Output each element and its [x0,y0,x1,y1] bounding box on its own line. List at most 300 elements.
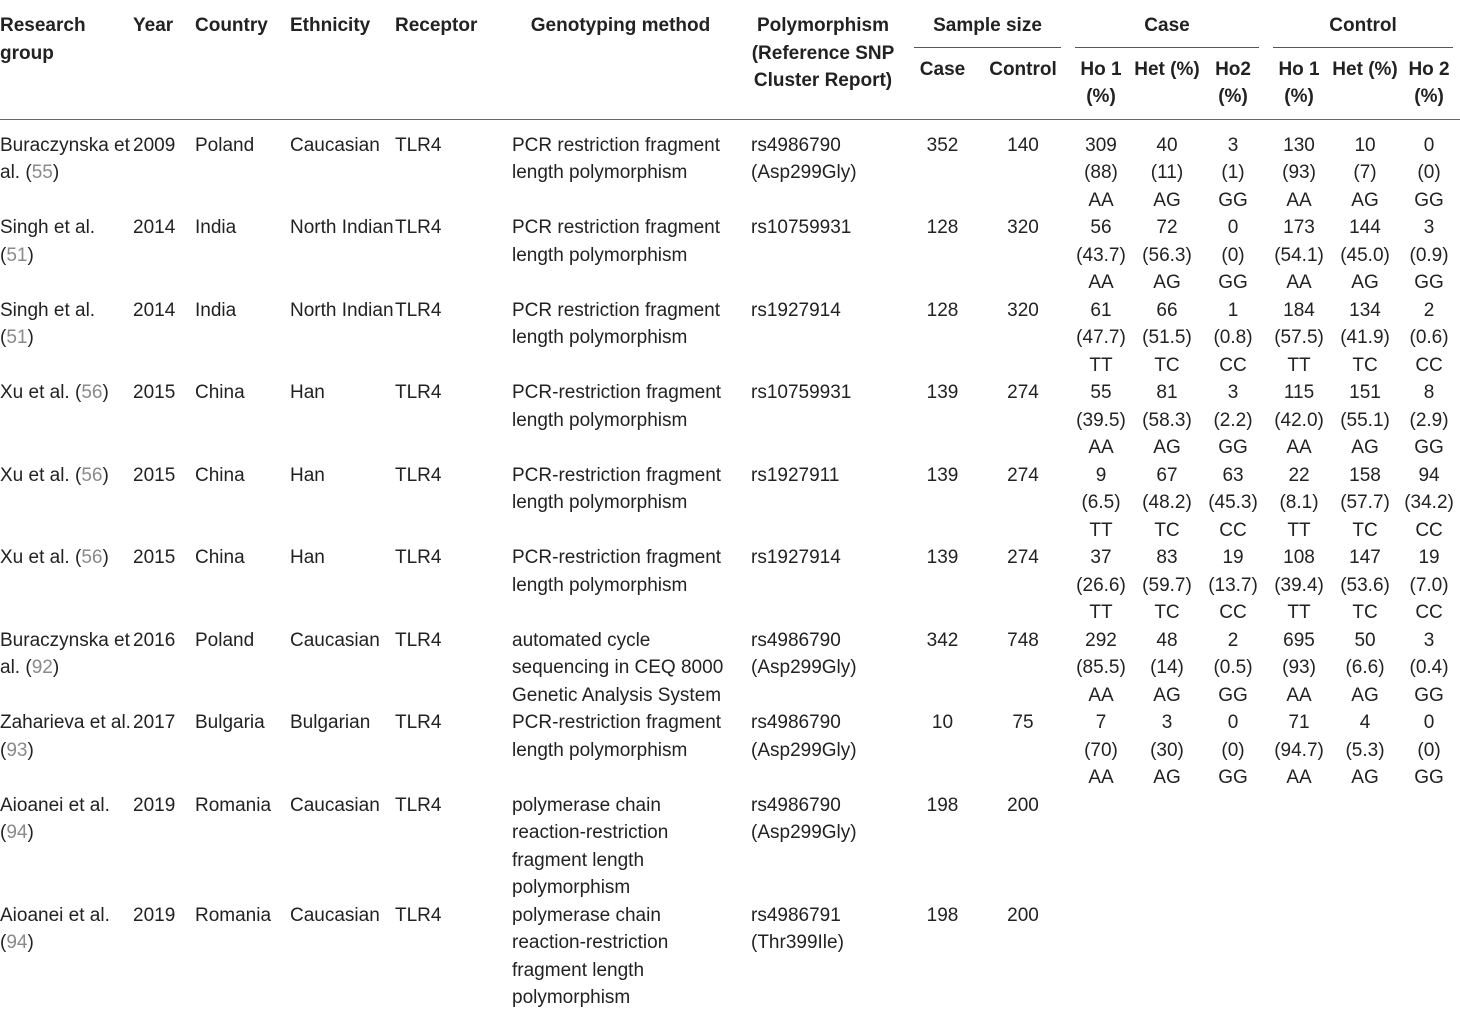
sample-control-cell: 320 [1007,299,1039,321]
genotype-count: 50 [1354,629,1376,651]
genotype-cell-c-ho1 [1068,119,1134,214]
reference-close-paren: ) [102,547,109,568]
genotype-label: AG [1351,272,1379,293]
genotype-count: 292 [1085,629,1117,651]
header-control-ho1: Ho 1 (%) [1278,58,1320,107]
genotype-count: 0 [1423,134,1435,156]
genotype-cell-c-ho1 [1068,544,1134,627]
reference-close-paren: ) [27,327,34,348]
sample-case-cell: 198 [926,904,959,926]
genotyping-method-cell: PCR-restriction fragment length polymorphism [512,547,722,596]
genotype-count: 184 [1283,299,1315,321]
genotype-percent: (0) [1221,739,1245,761]
genotyping-method-cell: PCR restriction fragment length polymorphism [512,134,721,183]
genotype-label: GG [1218,684,1248,706]
genotype-count: 134 [1349,299,1381,321]
genotype-percent: (0.6) [1409,327,1449,348]
genotype-label: GG [1218,272,1248,293]
sample-case-cell: 198 [926,794,959,816]
sample-control-cell: 274 [1007,547,1039,568]
genotype-count: 3 [1423,629,1435,651]
genotype-cell-c-ho1 [1068,709,1134,792]
receptor-cell: TLR4 [395,904,442,926]
reference-link[interactable]: 93 [6,739,28,761]
genotype-percent: (6.5) [1081,492,1121,513]
genotype-label: AG [1153,767,1181,788]
genotype-cell-k-ho2 [1398,709,1460,792]
genotype-cell-c-ho2 [1200,627,1266,710]
polymorphism-cell: rs1927914 [751,547,841,568]
table-row [0,379,1460,462]
genotype-count: 67 [1156,464,1178,486]
table-row [0,627,1460,710]
reference-close-paren: ) [102,464,109,486]
research-group-cell [0,297,133,380]
country-cell: Romania [195,794,272,816]
polymorphism-cell: rs4986790 (Asp299Gly) [751,712,857,761]
genotype-count: 173 [1283,217,1315,238]
header-control-group-label: Control [1273,12,1453,48]
genotype-percent: (47.7) [1076,327,1126,348]
genotype-cell-k-ho1 [1266,462,1332,545]
research-group-cell [0,214,133,297]
genotype-count: 66 [1156,299,1178,321]
genotype-percent: (43.7) [1076,244,1126,266]
genotype-percent: (55.1) [1340,409,1390,431]
genotype-label: AA [1286,437,1312,458]
reference-link[interactable]: 56 [81,464,103,486]
country-cell: Romania [195,904,272,926]
genotype-percent: (39.4) [1274,574,1324,596]
header-country: Country [195,15,268,36]
genotype-count: 10 [1354,134,1376,156]
research-group-cell [0,792,133,902]
reference-link[interactable]: 94 [6,822,28,843]
genotype-label: GG [1218,767,1248,788]
genotype-percent: (57.7) [1340,492,1390,513]
genotype-percent: (30) [1150,739,1184,761]
genotype-cell-c-ho2 [1200,214,1266,297]
genotype-cell-c-het [1134,119,1200,214]
research-group-text: Singh et al. ( [0,217,96,266]
ethnicity-cell: Caucasian [290,794,380,816]
polymorphism-cell: rs4986790 (Asp299Gly) [751,794,857,843]
genotype-cell-k-het [1332,709,1398,792]
research-group-text: Xu et al. ( [0,382,82,403]
reference-link[interactable]: 56 [81,547,103,568]
genotype-label: AA [1286,272,1312,293]
genotype-percent: (0) [1417,162,1441,183]
genotype-label: GG [1414,189,1444,211]
research-group-text: Buraczynska et al. ( [0,629,130,678]
reference-link[interactable]: 92 [31,657,53,678]
genotype-cell-c-het [1134,462,1200,545]
genotyping-method-cell: automated cycle sequencing in CEQ 8000 Genetic Analysis System [512,629,724,706]
header-research-group: Research group [0,15,86,64]
genotype-percent: (2.2) [1213,409,1253,431]
genotype-count: 309 [1085,134,1117,156]
genotype-cell-c-ho1 [1068,297,1134,380]
genotype-count: 158 [1349,464,1381,486]
genotype-count: 37 [1090,547,1112,568]
genotype-percent: (5.3) [1345,739,1385,761]
genotype-cell-c-het [1134,627,1200,710]
genotype-cell-k-het [1332,544,1398,627]
year-cell: 2014 [133,217,176,238]
genotype-percent: (7.0) [1409,574,1449,596]
genotype-cell-k-ho1 [1266,792,1332,902]
genotype-percent: (48.2) [1142,492,1192,513]
header-sample-size-label: Sample size [914,12,1061,48]
research-group-text: Xu et al. ( [0,547,82,568]
genotype-cell-k-ho1 [1266,627,1332,710]
genotype-label: AA [1286,684,1312,706]
genotype-count: 1 [1227,299,1239,321]
sample-case-cell: 128 [926,299,959,321]
sample-case-cell: 128 [926,217,959,238]
genotype-label: AA [1088,272,1114,293]
genotype-label: AG [1351,437,1379,458]
year-cell: 2009 [133,134,176,156]
genotype-cell-k-ho1 [1266,902,1332,1012]
header-ethnicity: Ethnicity [290,15,371,36]
receptor-cell: TLR4 [395,217,442,238]
genotype-count: 71 [1288,712,1310,733]
genotype-cell-c-het [1134,297,1200,380]
genotype-percent: (0.5) [1213,657,1253,678]
genotype-count: 151 [1349,382,1381,403]
receptor-cell: TLR4 [395,382,442,403]
genotype-cell-c-het [1134,214,1200,297]
genotype-label: TC [1154,519,1180,541]
genotype-percent: (34.2) [1404,492,1454,513]
year-cell: 2016 [133,629,176,651]
genotype-label: TT [1287,519,1311,541]
genotype-count: 3 [1227,134,1239,156]
genotype-cell-c-het [1134,902,1200,1012]
year-cell: 2019 [133,904,176,926]
header-receptor: Receptor [395,15,478,36]
genotype-cell-k-ho2 [1398,297,1460,380]
genotype-label: TT [1089,602,1113,623]
genotype-cell-c-ho1 [1068,379,1134,462]
research-group-cell [0,462,133,545]
genotype-cell-c-het [1134,544,1200,627]
genotype-cell-c-ho2 [1200,119,1266,214]
genotype-label: CC [1219,602,1247,623]
genotype-count: 695 [1283,629,1315,651]
genotype-cell-k-ho1 [1266,544,1332,627]
genotype-percent: (0.4) [1409,657,1449,678]
genotype-percent: (88) [1084,162,1118,183]
country-cell: Bulgaria [195,712,265,733]
genotype-label: TC [1154,354,1180,376]
table-row [0,297,1460,380]
year-cell: 2015 [133,382,176,403]
reference-close-paren: ) [52,657,60,678]
genotype-label: CC [1415,354,1443,376]
genotype-percent: (93) [1282,162,1316,183]
genotype-label: AA [1088,189,1114,211]
genotyping-method-cell: PCR restriction fragment length polymorphism [512,217,721,266]
genotype-cell-k-het [1332,902,1398,1012]
receptor-cell: TLR4 [395,299,442,321]
header-polymorphism: Polymorphism (Reference SNP Cluster Report) [751,15,895,91]
table-row [0,119,1460,214]
genotype-percent: (41.9) [1340,327,1390,348]
sample-case-cell: 139 [926,547,959,568]
genotype-percent: (42.0) [1274,409,1324,431]
genotype-count: 63 [1222,464,1244,486]
receptor-cell: TLR4 [395,629,442,651]
genotype-count: 130 [1283,134,1315,156]
table-row [0,214,1460,297]
sample-control-cell: 274 [1007,382,1039,403]
genotype-cell-c-ho2 [1200,709,1266,792]
genotype-label: TC [1154,602,1180,623]
ethnicity-cell: North Indian [290,217,394,238]
year-cell: 2015 [133,464,176,486]
reference-close-paren: ) [27,822,34,843]
header-control-group [1266,0,1460,48]
genotype-count: 22 [1288,464,1310,486]
genotype-label: AA [1286,767,1312,788]
genotype-label: CC [1219,354,1247,376]
polymorphism-cell: rs1927914 [751,299,841,321]
genotype-cell-c-het [1134,379,1200,462]
country-cell: India [195,217,237,238]
genotype-label: TC [1352,602,1378,623]
genotype-cell-k-ho2 [1398,544,1460,627]
genotype-cell-c-ho2 [1200,462,1266,545]
country-cell: Poland [195,629,255,651]
genotype-count: 19 [1418,547,1440,568]
ethnicity-cell: Han [290,464,325,486]
sample-case-cell: 352 [926,134,959,156]
header-sample-size [907,0,1068,48]
genotype-count: 61 [1090,299,1112,321]
genotype-label: TT [1089,519,1113,541]
genotype-cell-k-ho1 [1266,297,1332,380]
genotype-cell-c-ho2 [1200,297,1266,380]
ethnicity-cell: Caucasian [290,629,380,651]
genotype-count: 94 [1418,464,1440,486]
genotype-percent: (93) [1282,657,1316,678]
genotype-count: 8 [1423,382,1435,403]
reference-close-paren: ) [102,382,109,403]
genotype-count: 48 [1156,629,1178,651]
genotype-label: GG [1414,684,1444,706]
research-group-text: Aioanei et al. ( [0,904,110,953]
genotype-cell-k-het [1332,627,1398,710]
genotype-cell-c-het [1134,709,1200,792]
genotype-cell-k-ho2 [1398,379,1460,462]
genotype-label: GG [1414,272,1444,293]
genotype-cell-c-ho1 [1068,902,1134,1012]
genotype-count: 40 [1156,134,1178,156]
sample-case-cell: 10 [931,712,954,733]
genotype-cell-k-ho1 [1266,119,1332,214]
genotype-percent: (53.6) [1340,574,1390,596]
table-body [0,119,1460,1012]
genotype-count: 0 [1227,217,1239,238]
genotyping-method-cell: PCR-restriction fragment length polymorphism [512,382,722,431]
genotype-percent: (94.7) [1274,739,1324,761]
genotype-percent: (0.8) [1213,327,1253,348]
genotype-label: AA [1286,189,1312,211]
genotyping-method-cell: PCR-restriction fragment length polymorphism [512,712,722,761]
receptor-cell: TLR4 [395,134,442,156]
genotype-percent: (7) [1353,162,1377,183]
genotype-cell-k-ho2 [1398,462,1460,545]
genotype-cell-k-het [1332,379,1398,462]
country-cell: China [195,382,245,403]
sample-case-cell: 139 [926,382,959,403]
genotype-cell-k-het [1332,214,1398,297]
research-group-cell [0,119,133,214]
reference-link[interactable]: 55 [31,162,53,183]
sample-case-cell: 139 [926,464,959,486]
genotype-percent: (6.6) [1345,657,1385,678]
reference-link[interactable]: 51 [6,327,28,348]
reference-link[interactable]: 94 [6,932,28,953]
genotype-count: 56 [1090,217,1112,238]
genotyping-method-cell: PCR-restriction fragment length polymorphism [512,464,722,513]
genotyping-method-cell: polymerase chain reaction-restriction fragment length polymorphism [512,904,669,1008]
reference-close-paren: ) [52,162,60,183]
genotype-label: AA [1088,684,1114,706]
ethnicity-cell: North Indian [290,299,394,321]
genotype-percent: (8.1) [1279,492,1319,513]
genotype-percent: (59.7) [1142,574,1192,596]
genotype-count: 108 [1283,547,1315,568]
genotype-label: GG [1414,767,1444,788]
genotype-percent: (54.1) [1274,244,1324,266]
sample-control-cell: 274 [1007,464,1039,486]
genotype-label: GG [1218,437,1248,458]
genotype-cell-k-het [1332,792,1398,902]
research-group-cell [0,709,133,792]
genotype-label: AA [1088,437,1114,458]
header-year: Year [133,15,174,36]
genotype-cell-k-ho1 [1266,214,1332,297]
table-row [0,462,1460,545]
genotype-cell-c-ho2 [1200,379,1266,462]
genotype-label: GG [1218,189,1248,211]
genotype-count: 2 [1423,299,1435,321]
genotype-percent: (70) [1084,739,1118,761]
genotype-percent: (13.7) [1208,574,1258,596]
genotype-cell-k-het [1332,119,1398,214]
genotype-cell-c-ho1 [1068,627,1134,710]
ethnicity-cell: Caucasian [290,904,380,926]
ethnicity-cell: Caucasian [290,134,380,156]
genotype-percent: (39.5) [1076,409,1126,431]
genotype-count: 55 [1090,382,1112,403]
genotype-percent: (11) [1150,162,1184,183]
genotype-cell-c-ho2 [1200,902,1266,1012]
genotype-cell-k-ho2 [1398,214,1460,297]
genotype-percent: (58.3) [1142,409,1192,431]
genotype-cell-c-het [1134,792,1200,902]
genotype-count: 115 [1283,382,1315,403]
genotype-label: CC [1415,519,1443,541]
genotype-cell-k-ho1 [1266,379,1332,462]
genotyping-method-cell: polymerase chain reaction-restriction fragment length polymorphism [512,794,669,898]
genotype-count: 0 [1423,712,1435,733]
genotype-cell-k-het [1332,462,1398,545]
polymorphism-cell: rs4986791 (Thr399Ile) [751,904,844,953]
sample-control-cell: 140 [1007,134,1039,156]
research-group-text: Aioanei et al. ( [0,794,110,843]
genotype-percent: (26.6) [1076,574,1126,596]
genotype-percent: (14) [1150,657,1184,678]
receptor-cell: TLR4 [395,547,442,568]
genotype-cell-c-ho1 [1068,462,1134,545]
genotype-percent: (51.5) [1142,327,1192,348]
reference-link[interactable]: 51 [6,244,28,266]
country-cell: Poland [195,134,255,156]
genotype-label: TT [1089,354,1113,376]
research-group-cell [0,544,133,627]
genotype-cell-c-ho1 [1068,214,1134,297]
receptor-cell: TLR4 [395,464,442,486]
header-case-group [1068,0,1266,48]
year-cell: 2015 [133,547,176,568]
genotype-label: AG [1153,437,1181,458]
reference-link[interactable]: 56 [81,382,103,403]
year-cell: 2014 [133,299,176,321]
genotype-percent: (45.3) [1208,492,1258,513]
genotype-cell-k-ho2 [1398,627,1460,710]
research-group-cell [0,902,133,1012]
genotype-count: 147 [1349,547,1381,568]
research-group-cell [0,627,133,710]
genotype-count: 81 [1156,382,1178,403]
sample-control-cell: 748 [1007,629,1039,651]
research-group-text: Xu et al. ( [0,464,82,486]
research-group-text: Singh et al. ( [0,299,96,348]
genotype-label: CC [1219,519,1247,541]
genotype-label: TC [1352,354,1378,376]
genotype-percent: (0.9) [1409,244,1449,266]
header-case-ho1: Ho 1 (%) [1080,58,1122,107]
ethnicity-cell: Han [290,547,325,568]
ethnicity-cell: Bulgarian [290,712,371,733]
genotype-cell-k-ho1 [1266,709,1332,792]
genotype-count: 3 [1161,712,1173,733]
genotype-count: 0 [1227,712,1239,733]
genotype-count: 7 [1095,712,1107,733]
genotype-cell-c-ho2 [1200,792,1266,902]
genotype-count: 72 [1156,217,1178,238]
reference-close-paren: ) [27,932,34,953]
polymorphism-cell: rs10759931 [751,382,852,403]
genotype-count: 9 [1095,464,1107,486]
header-case-ho2: Ho2 (%) [1215,58,1251,107]
receptor-cell: TLR4 [395,712,442,733]
year-cell: 2017 [133,712,176,733]
genotype-count: 19 [1222,547,1244,568]
polymorphism-cell: rs1927911 [751,464,840,486]
genotype-percent: (0) [1417,739,1441,761]
genotype-percent: (1) [1221,162,1245,183]
research-group-cell [0,379,133,462]
sample-control-cell: 320 [1007,217,1039,238]
sample-control-cell: 200 [1007,794,1039,816]
receptor-cell: TLR4 [395,794,442,816]
genotype-label: TT [1287,602,1311,623]
